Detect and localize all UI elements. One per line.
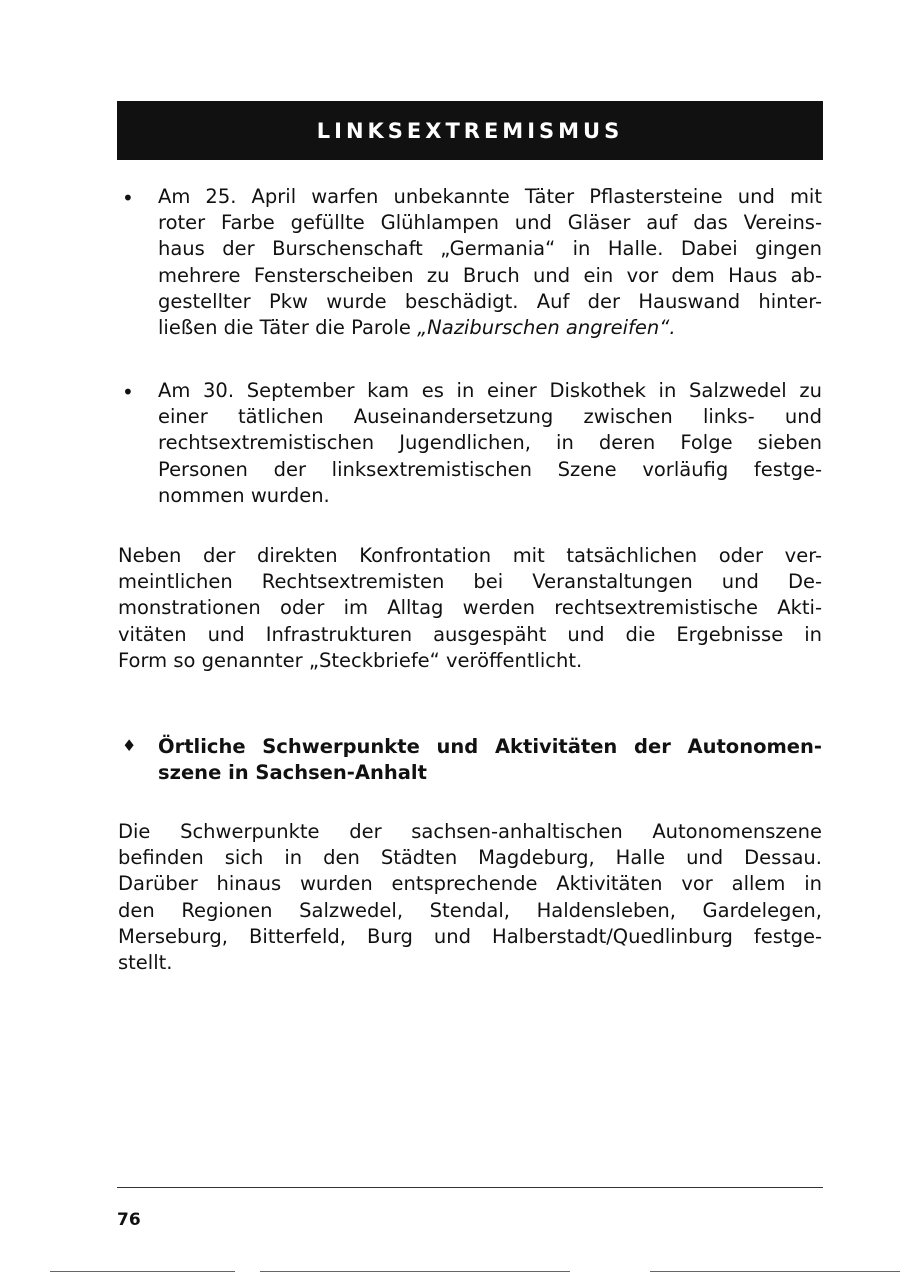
heading-line: Örtliche Schwerpunkte und Aktivitäten der Autonomen- bbox=[158, 735, 822, 758]
text-line: nommen wurden. bbox=[158, 483, 330, 507]
text-line: monstrationen oder im Alltag werden rechtsextremistische Akti- bbox=[118, 596, 822, 620]
bullet-icon: • bbox=[122, 380, 134, 404]
section-title: LINKSEXTREMISMUS bbox=[316, 118, 624, 143]
text-line: Personen der linksextremistischen Szene vorläufig festge- bbox=[158, 457, 822, 481]
bullet-item-1 bbox=[158, 184, 822, 341]
text-line: Am 25. April warfen unbekannte Täter Pflastersteine und mit bbox=[158, 185, 822, 208]
text-line: rechtsextremistischen Jugendlichen, in deren Folge sieben bbox=[158, 431, 822, 455]
paragraph-1 bbox=[118, 543, 822, 674]
text-line bbox=[158, 315, 822, 341]
diamond-bullet-icon: ♦ bbox=[122, 736, 137, 755]
text-line: Die Schwerpunkte der sachsen-anhaltischen Autonomenszene bbox=[118, 820, 822, 843]
text-line: den Regionen Salzwedel, Stendal, Haldensleben, Gardelegen, bbox=[118, 898, 822, 922]
text-line: Merseburg, Bitterfeld, Burg und Halberstadt/Quedlinburg festge- bbox=[118, 924, 822, 948]
text-line: meintlichen Rechtsextremisten bei Veranstaltungen und De- bbox=[118, 570, 822, 594]
text-line: mehrere Fensterscheiben zu Bruch und ein vor dem Haus ab- bbox=[158, 263, 822, 287]
text-line: haus der Burschenschaft „Germania“ in Halle. Dabei gingen bbox=[158, 237, 822, 261]
text-line: gestellter Pkw wurde beschädigt. Auf der Hauswand hinter- bbox=[158, 289, 822, 313]
text-line: stellt. bbox=[118, 951, 173, 975]
text-line: einer tätlichen Auseinandersetzung zwischen links- und bbox=[158, 405, 822, 429]
bullet-icon: • bbox=[122, 186, 134, 210]
heading-line: szene in Sachsen-Anhalt bbox=[158, 761, 427, 785]
paragraph-2 bbox=[118, 819, 822, 976]
text-line: Darüber hinaus wurden entsprechende Aktivitäten vor allem in bbox=[118, 872, 822, 896]
text-line-start: ließen die Täter die Parole bbox=[158, 316, 418, 340]
text-line: vitäten und Infrastrukturen ausgespäht und die Ergebnisse in bbox=[118, 622, 822, 646]
page-number: 76 bbox=[117, 1210, 141, 1230]
section-header-bar bbox=[117, 101, 823, 160]
scan-artifact-line bbox=[50, 1271, 235, 1272]
section-heading bbox=[158, 734, 822, 786]
text-line: befinden sich in den Städten Magdeburg, Halle und Dessau. bbox=[118, 846, 822, 870]
footer-divider bbox=[117, 1187, 823, 1188]
text-line: Am 30. September kam es in einer Diskothek in Salzwedel zu bbox=[158, 379, 822, 402]
scan-artifact-line bbox=[650, 1271, 900, 1272]
text-line: Form so genannter „Steckbriefe“ veröffentlicht. bbox=[118, 648, 583, 672]
text-line: roter Farbe gefüllte Glühlampen und Gläser auf das Vereins- bbox=[158, 211, 822, 235]
text-line: Neben der direkten Konfrontation mit tatsächlichen oder ver- bbox=[118, 544, 822, 567]
scan-artifact-line bbox=[260, 1271, 570, 1272]
quoted-slogan: „Naziburschen angreifen“. bbox=[417, 316, 676, 340]
bullet-item-2 bbox=[158, 378, 822, 509]
